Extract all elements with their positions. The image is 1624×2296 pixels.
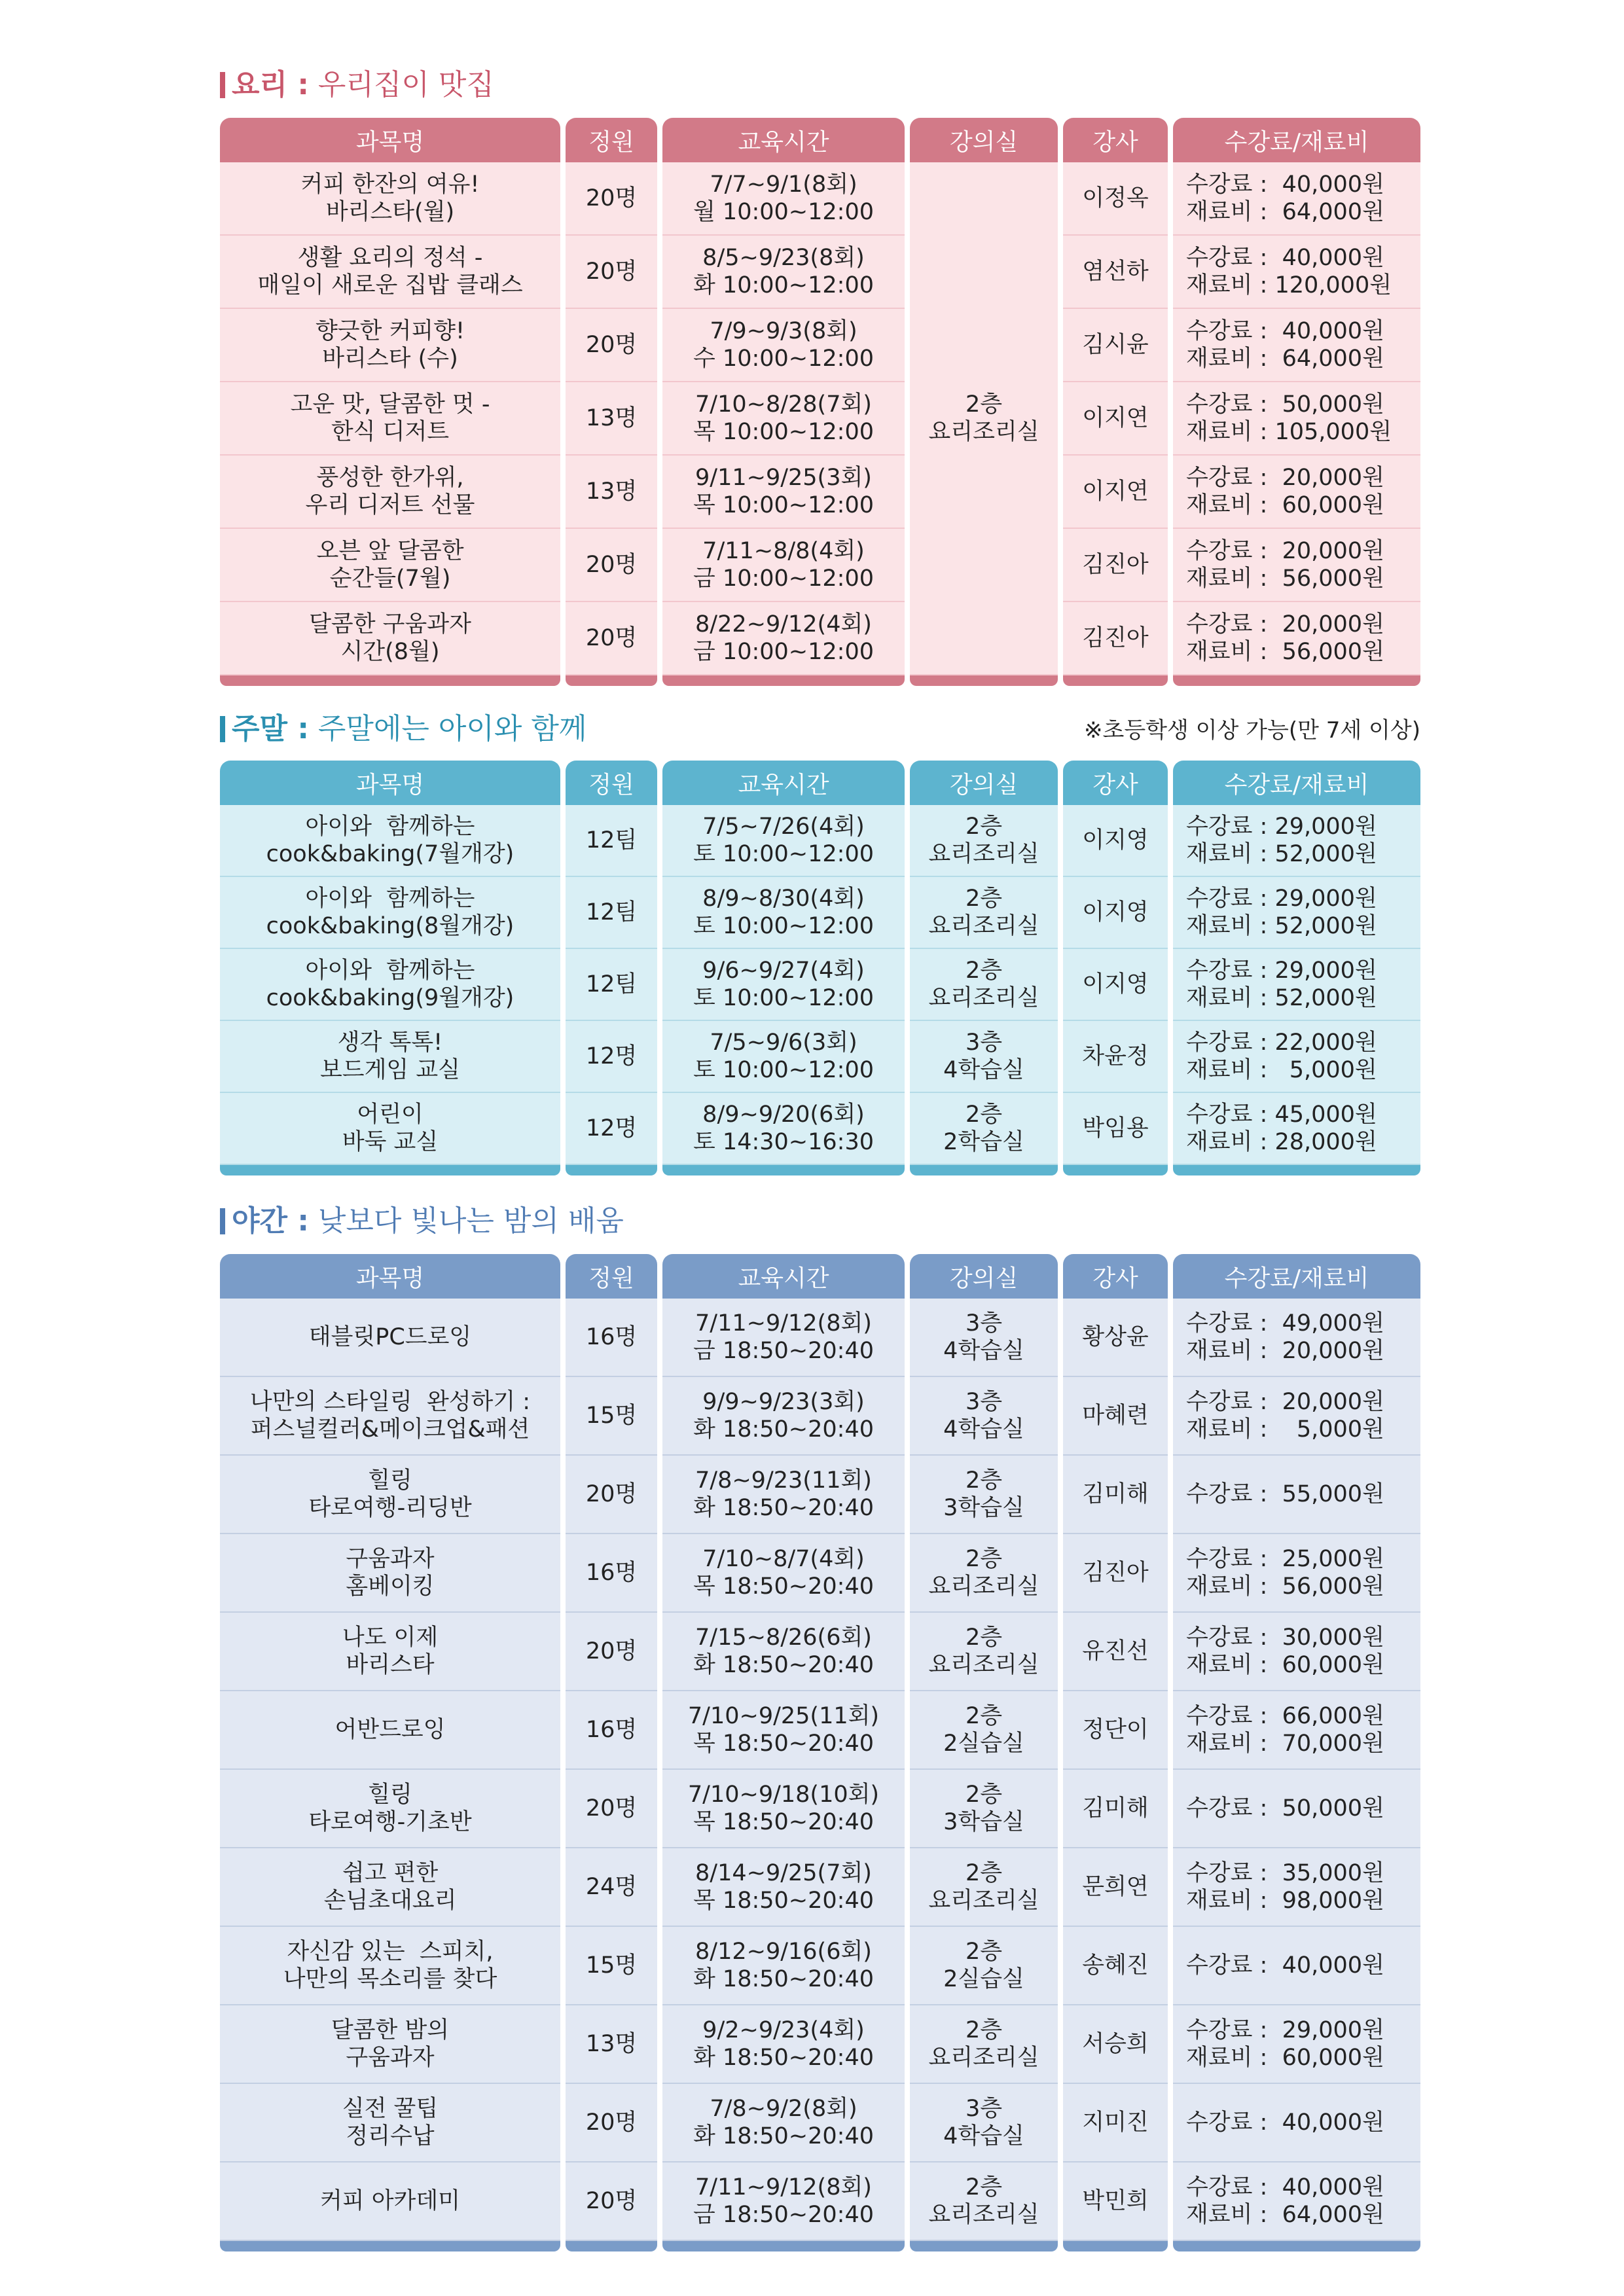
table-row xyxy=(220,456,1420,529)
fee: 수강료 : 40,000원 xyxy=(1173,1927,1420,2005)
teacher: 서승희 xyxy=(1063,2005,1168,2084)
teacher: 정단이 xyxy=(1063,1691,1168,1770)
section-note: ※초등학생 이상 가능(만 7세 이상) xyxy=(1083,717,1420,744)
capacity: 12팀 xyxy=(566,877,657,949)
table-footer-cell xyxy=(662,2241,905,2251)
teacher: 김시윤 xyxy=(1063,309,1168,382)
section-cook xyxy=(220,65,1420,686)
table-footer-cell xyxy=(566,1165,657,1175)
classroom: 2층 3학습실 xyxy=(910,1456,1058,1534)
course-name: 커피 아카데미 xyxy=(220,2162,560,2241)
teacher: 송혜진 xyxy=(1063,1927,1168,2005)
header-capacity: 정원 xyxy=(566,1254,657,1299)
capacity: 20명 xyxy=(566,1770,657,1848)
teacher: 박민희 xyxy=(1063,2162,1168,2241)
table-weekend xyxy=(215,761,1426,1175)
teacher: 이지영 xyxy=(1063,877,1168,949)
fee: 수강료 : 45,000원 재료비 : 28,000원 xyxy=(1173,1093,1420,1165)
course-name: 고운 맛, 달콤한 멋 - 한식 디저트 xyxy=(220,382,560,456)
fee: 수강료 : 40,000원 재료비 : 64,000원 xyxy=(1173,309,1420,382)
course-name: 풍성한 한가위, 우리 디저트 선물 xyxy=(220,456,560,529)
schedule: 7/11~8/8(4회) 금 10:00~12:00 xyxy=(662,529,905,602)
fee: 수강료 : 40,000원 재료비 : 64,000원 xyxy=(1173,2162,1420,2241)
table-row xyxy=(220,1456,1420,1534)
course-name: 커피 한잔의 여유! 바리스타(월) xyxy=(220,162,560,236)
course-name: 구움과자 홈베이킹 xyxy=(220,1534,560,1613)
fee: 수강료 : 29,000원 재료비 : 52,000원 xyxy=(1173,877,1420,949)
capacity: 20명 xyxy=(566,309,657,382)
title-bar-icon xyxy=(220,716,225,742)
teacher: 이지연 xyxy=(1063,456,1168,529)
table-row xyxy=(220,2005,1420,2084)
course-name: 어반드로잉 xyxy=(220,1691,560,1770)
capacity: 20명 xyxy=(566,236,657,309)
table-footer xyxy=(220,1165,1420,1175)
header-room: 강의실 xyxy=(910,1254,1058,1299)
fee: 수강료 : 35,000원 재료비 : 98,000원 xyxy=(1173,1848,1420,1927)
table-footer-cell xyxy=(1063,2241,1168,2251)
classroom: 3층 4학습실 xyxy=(910,1299,1058,1377)
section-title-cook: 요리 : 우리집이 맛집 xyxy=(220,65,494,105)
table-row xyxy=(220,2162,1420,2241)
capacity: 12팀 xyxy=(566,805,657,877)
fee: 수강료 : 20,000원 재료비 : 56,000원 xyxy=(1173,529,1420,602)
course-name: 아이와 함께하는 cook&baking(9월개강) xyxy=(220,949,560,1021)
capacity: 13명 xyxy=(566,456,657,529)
header-subject: 과목명 xyxy=(220,1254,560,1299)
table-footer-cell xyxy=(1063,675,1168,686)
classroom: 3층 4학습실 xyxy=(910,1377,1058,1456)
table-footer-cell xyxy=(220,2241,560,2251)
teacher: 김진아 xyxy=(1063,602,1168,675)
teacher: 이지영 xyxy=(1063,949,1168,1021)
teacher: 이정옥 xyxy=(1063,162,1168,236)
capacity: 20명 xyxy=(566,2162,657,2241)
section-title-weekend: 주말 : 주말에는 아이와 함께 xyxy=(220,709,586,749)
fee: 수강료 : 29,000원 재료비 : 52,000원 xyxy=(1173,805,1420,877)
schedule: 7/8~9/23(11회) 화 18:50~20:40 xyxy=(662,1456,905,1534)
schedule: 8/5~9/23(8회) 화 10:00~12:00 xyxy=(662,236,905,309)
capacity: 15명 xyxy=(566,1927,657,2005)
table-row xyxy=(220,2084,1420,2162)
header-room: 강의실 xyxy=(910,761,1058,805)
table-row xyxy=(220,1770,1420,1848)
capacity: 20명 xyxy=(566,2084,657,2162)
course-name: 아이와 함께하는 cook&baking(7월개강) xyxy=(220,805,560,877)
teacher: 마혜련 xyxy=(1063,1377,1168,1456)
capacity: 12명 xyxy=(566,1093,657,1165)
table-footer-cell xyxy=(220,1165,560,1175)
course-name: 달콤한 밤의 구움과자 xyxy=(220,2005,560,2084)
schedule: 8/22~9/12(4회) 금 10:00~12:00 xyxy=(662,602,905,675)
classroom: 2층 요리조리실 xyxy=(910,1613,1058,1691)
table-footer-cell xyxy=(566,2241,657,2251)
table-row xyxy=(220,236,1420,309)
classroom: 3층 4학습실 xyxy=(910,2084,1058,2162)
table-header-row xyxy=(220,1254,1420,1299)
course-name: 생각 톡톡! 보드게임 교실 xyxy=(220,1021,560,1093)
schedule: 7/7~9/1(8회) 월 10:00~12:00 xyxy=(662,162,905,236)
header-teacher: 강사 xyxy=(1063,1254,1168,1299)
capacity: 20명 xyxy=(566,162,657,236)
classroom: 2층 2실습실 xyxy=(910,1927,1058,2005)
classroom: 2층 요리조리실 xyxy=(910,2162,1058,2241)
classroom: 2층 요리조리실 xyxy=(910,1848,1058,1927)
capacity: 20명 xyxy=(566,1456,657,1534)
classroom: 2층 2학습실 xyxy=(910,1093,1058,1165)
schedule: 7/8~9/2(8회) 화 18:50~20:40 xyxy=(662,2084,905,2162)
table-row xyxy=(220,1927,1420,2005)
header-capacity: 정원 xyxy=(566,761,657,805)
course-name: 실전 꿀팁 정리수납 xyxy=(220,2084,560,2162)
course-name: 힐링 타로여행-리딩반 xyxy=(220,1456,560,1534)
title-bar-icon xyxy=(220,1208,225,1234)
teacher: 김미해 xyxy=(1063,1456,1168,1534)
table-row xyxy=(220,805,1420,877)
fee: 수강료 : 40,000원 xyxy=(1173,2084,1420,2162)
table-row xyxy=(220,602,1420,675)
header-schedule: 교육시간 xyxy=(662,118,905,162)
fee: 수강료 : 20,000원 재료비 : 5,000원 xyxy=(1173,1377,1420,1456)
table-footer-cell xyxy=(662,1165,905,1175)
capacity: 12팀 xyxy=(566,949,657,1021)
teacher: 차윤정 xyxy=(1063,1021,1168,1093)
capacity: 16명 xyxy=(566,1691,657,1770)
table-footer-cell xyxy=(910,675,1058,686)
header-schedule: 교육시간 xyxy=(662,761,905,805)
table-footer xyxy=(220,2241,1420,2251)
course-name: 아이와 함께하는 cook&baking(8월개강) xyxy=(220,877,560,949)
table-row xyxy=(220,1534,1420,1613)
table-header-row xyxy=(220,118,1420,162)
table-row xyxy=(220,1093,1420,1165)
fee: 수강료 : 40,000원 재료비 : 64,000원 xyxy=(1173,162,1420,236)
teacher: 박임용 xyxy=(1063,1093,1168,1165)
table-footer-cell xyxy=(1173,1165,1420,1175)
teacher: 김진아 xyxy=(1063,1534,1168,1613)
schedule: 7/10~9/18(10회) 목 18:50~20:40 xyxy=(662,1770,905,1848)
schedule: 7/15~8/26(6회) 화 18:50~20:40 xyxy=(662,1613,905,1691)
table-row xyxy=(220,382,1420,456)
schedule: 8/12~9/16(6회) 화 18:50~20:40 xyxy=(662,1927,905,2005)
header-fee: 수강료/재료비 xyxy=(1173,118,1420,162)
table-footer-cell xyxy=(1063,1165,1168,1175)
header-fee: 수강료/재료비 xyxy=(1173,1254,1420,1299)
table-row xyxy=(220,1377,1420,1456)
teacher: 유진선 xyxy=(1063,1613,1168,1691)
fee: 수강료 : 20,000원 재료비 : 56,000원 xyxy=(1173,602,1420,675)
table-footer-cell xyxy=(1173,2241,1420,2251)
table-header-row xyxy=(220,761,1420,805)
schedule: 9/6~9/27(4회) 토 10:00~12:00 xyxy=(662,949,905,1021)
header-subject: 과목명 xyxy=(220,118,560,162)
header-capacity: 정원 xyxy=(566,118,657,162)
schedule: 9/2~9/23(4회) 화 18:50~20:40 xyxy=(662,2005,905,2084)
classroom: 2층 3학습실 xyxy=(910,1770,1058,1848)
classroom: 2층 2실습실 xyxy=(910,1691,1058,1770)
header-teacher: 강사 xyxy=(1063,761,1168,805)
course-name: 쉽고 편한 손님초대요리 xyxy=(220,1848,560,1927)
course-name: 태블릿PC드로잉 xyxy=(220,1299,560,1377)
classroom: 2층 요리조리실 xyxy=(910,805,1058,877)
schedule: 7/9~9/3(8회) 수 10:00~12:00 xyxy=(662,309,905,382)
header-teacher: 강사 xyxy=(1063,118,1168,162)
table-row xyxy=(220,1299,1420,1377)
schedule: 7/5~7/26(4회) 토 10:00~12:00 xyxy=(662,805,905,877)
header-fee: 수강료/재료비 xyxy=(1173,761,1420,805)
table-footer-cell xyxy=(220,675,560,686)
capacity: 13명 xyxy=(566,382,657,456)
table-cook xyxy=(215,118,1426,686)
course-name: 오븐 앞 달콤한 순간들(7월) xyxy=(220,529,560,602)
section-title-night: 야간 : 낮보다 빛나는 밤의 배움 xyxy=(220,1202,624,1241)
course-name: 나도 이제 바리스타 xyxy=(220,1613,560,1691)
schedule: 7/10~8/7(4회) 목 18:50~20:40 xyxy=(662,1534,905,1613)
capacity: 13명 xyxy=(566,2005,657,2084)
fee: 수강료 : 29,000원 재료비 : 60,000원 xyxy=(1173,2005,1420,2084)
teacher: 문희연 xyxy=(1063,1848,1168,1927)
schedule: 8/9~8/30(4회) 토 10:00~12:00 xyxy=(662,877,905,949)
table-footer xyxy=(220,675,1420,686)
fee: 수강료 : 20,000원 재료비 : 60,000원 xyxy=(1173,456,1420,529)
capacity: 24명 xyxy=(566,1848,657,1927)
fee: 수강료 : 29,000원 재료비 : 52,000원 xyxy=(1173,949,1420,1021)
fee: 수강료 : 22,000원 재료비 : 5,000원 xyxy=(1173,1021,1420,1093)
table-row xyxy=(220,1848,1420,1927)
course-name: 자신감 있는 스피치, 나만의 목소리를 찾다 xyxy=(220,1927,560,2005)
schedule: 9/9~9/23(3회) 화 18:50~20:40 xyxy=(662,1377,905,1456)
table-row xyxy=(220,1613,1420,1691)
table-footer-cell xyxy=(1173,675,1420,686)
fee: 수강료 : 49,000원 재료비 : 20,000원 xyxy=(1173,1299,1420,1377)
table-row xyxy=(220,1021,1420,1093)
fee: 수강료 : 50,000원 재료비 : 105,000원 xyxy=(1173,382,1420,456)
section-night xyxy=(220,1202,1420,2251)
fee: 수강료 : 25,000원 재료비 : 56,000원 xyxy=(1173,1534,1420,1613)
classroom: 2층 요리조리실 xyxy=(910,949,1058,1021)
section-weekend xyxy=(220,709,1420,1175)
teacher: 이지영 xyxy=(1063,805,1168,877)
fee: 수강료 : 66,000원 재료비 : 70,000원 xyxy=(1173,1691,1420,1770)
schedule: 7/10~9/25(11회) 목 18:50~20:40 xyxy=(662,1691,905,1770)
course-name: 생활 요리의 정석 - 매일이 새로운 집밥 클래스 xyxy=(220,236,560,309)
schedule: 7/10~8/28(7회) 목 10:00~12:00 xyxy=(662,382,905,456)
classroom: 2층 요리조리실 xyxy=(910,877,1058,949)
teacher: 이지연 xyxy=(1063,382,1168,456)
teacher: 김미해 xyxy=(1063,1770,1168,1848)
header-subject: 과목명 xyxy=(220,761,560,805)
table-row xyxy=(220,529,1420,602)
classroom: 2층 요리조리실 xyxy=(910,1534,1058,1613)
course-name: 어린이 바둑 교실 xyxy=(220,1093,560,1165)
schedule: 8/14~9/25(7회) 목 18:50~20:40 xyxy=(662,1848,905,1927)
table-night xyxy=(215,1254,1426,2251)
header-schedule: 교육시간 xyxy=(662,1254,905,1299)
schedule: 8/9~9/20(6회) 토 14:30~16:30 xyxy=(662,1093,905,1165)
classroom: 3층 4학습실 xyxy=(910,1021,1058,1093)
course-name: 달콤한 구움과자 시간(8월) xyxy=(220,602,560,675)
fee: 수강료 : 40,000원 재료비 : 120,000원 xyxy=(1173,236,1420,309)
teacher: 김진아 xyxy=(1063,529,1168,602)
schedule: 7/11~9/12(8회) 금 18:50~20:40 xyxy=(662,1299,905,1377)
teacher: 황상윤 xyxy=(1063,1299,1168,1377)
table-row xyxy=(220,1691,1420,1770)
fee: 수강료 : 50,000원 xyxy=(1173,1770,1420,1848)
capacity: 20명 xyxy=(566,1613,657,1691)
table-row xyxy=(220,949,1420,1021)
schedule: 9/11~9/25(3회) 목 10:00~12:00 xyxy=(662,456,905,529)
table-row xyxy=(220,309,1420,382)
header-room: 강의실 xyxy=(910,118,1058,162)
table-footer-cell xyxy=(910,1165,1058,1175)
fee: 수강료 : 30,000원 재료비 : 60,000원 xyxy=(1173,1613,1420,1691)
schedule: 7/5~9/6(3회) 토 10:00~12:00 xyxy=(662,1021,905,1093)
course-name: 향긋한 커피향! 바리스타 (수) xyxy=(220,309,560,382)
teacher: 염선하 xyxy=(1063,236,1168,309)
table-row xyxy=(220,877,1420,949)
capacity: 20명 xyxy=(566,602,657,675)
capacity: 16명 xyxy=(566,1299,657,1377)
classroom: 2층 요리조리실 xyxy=(910,2005,1058,2084)
fee: 수강료 : 55,000원 xyxy=(1173,1456,1420,1534)
title-bar-icon xyxy=(220,72,225,98)
capacity: 16명 xyxy=(566,1534,657,1613)
table-footer-cell xyxy=(910,2241,1058,2251)
capacity: 12명 xyxy=(566,1021,657,1093)
schedule: 7/11~9/12(8회) 금 18:50~20:40 xyxy=(662,2162,905,2241)
capacity: 15명 xyxy=(566,1377,657,1456)
teacher: 지미진 xyxy=(1063,2084,1168,2162)
table-footer-cell xyxy=(566,675,657,686)
course-name: 힐링 타로여행-기초반 xyxy=(220,1770,560,1848)
classroom: 2층 요리조리실 xyxy=(910,162,1058,675)
course-name: 나만의 스타일링 완성하기 : 퍼스널컬러&메이크업&패션 xyxy=(220,1377,560,1456)
capacity: 20명 xyxy=(566,529,657,602)
table-footer-cell xyxy=(662,675,905,686)
table-row xyxy=(220,162,1420,236)
